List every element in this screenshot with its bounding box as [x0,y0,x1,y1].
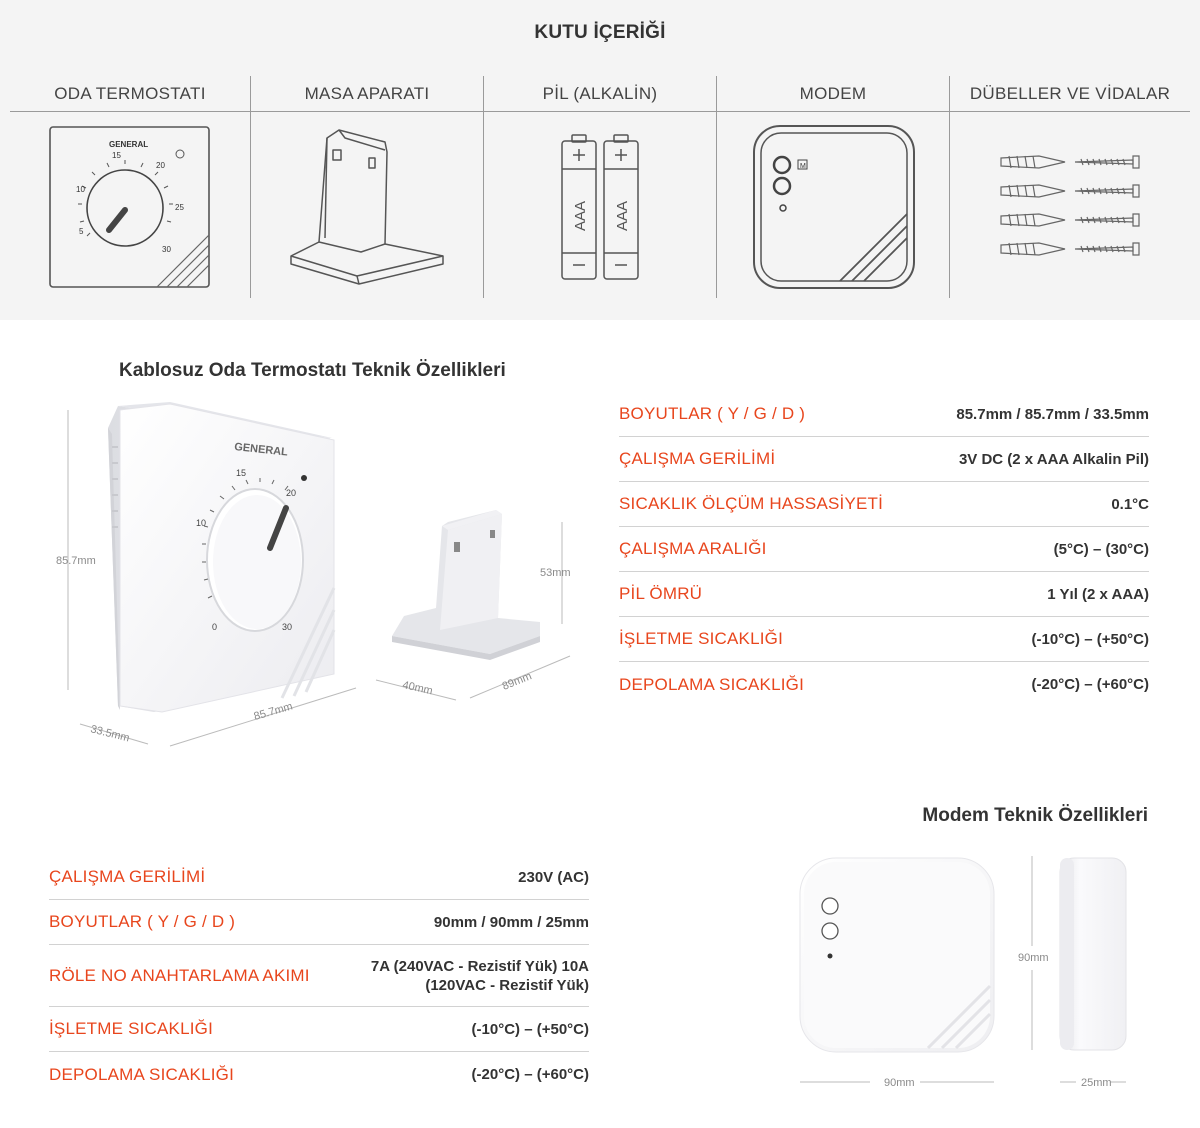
svg-text:5: 5 [79,227,84,236]
box-item-label: ODA TERMOSTATI [54,84,206,103]
svg-text:15: 15 [236,468,247,478]
spec-row [619,482,1149,527]
thermostat-outline-icon [49,126,210,289]
spec-row [49,855,589,900]
box-item-label: DÜBELLER VE VİDALAR [969,84,1171,103]
spec-value: 3V DC (2 x AAA Alkalin Pil) [958,450,1149,468]
thermostat-dimension-illustration [50,398,580,753]
box-item-label: MODEM [799,84,867,103]
svg-text:33.5mm: 33.5mm [89,723,131,745]
modem-spec-table [49,855,589,1097]
svg-text:0: 0 [212,622,218,632]
divider [484,111,716,112]
box-item-label: MASA APARATI [304,84,430,103]
svg-text:53mm: 53mm [540,567,571,579]
spec-row [619,572,1149,617]
spec-label: ÇALIŞMA GERİLİMİ [619,449,776,468]
spec-value: 85.7mm / 85.7mm / 33.5mm [956,405,1149,423]
modem-outline-icon [752,124,916,290]
svg-text:GENERAL: GENERAL [109,140,149,149]
svg-text:10: 10 [196,518,207,528]
spec-label: RÖLE NO ANAHTARLAMA AKIMI [49,965,310,985]
svg-text:90mm: 90mm [1018,952,1049,964]
svg-text:M: M [800,163,806,170]
svg-text:89mm: 89mm [500,670,534,693]
divider [950,111,1190,112]
spec-row [619,662,1149,707]
spec-label: BOYUTLAR ( Y / G / D ) [619,404,806,423]
svg-text:90mm: 90mm [884,1077,915,1089]
spec-value: (5°C) – (30°C) [1053,540,1149,558]
spec-label: ÇALIŞMA ARALIĞI [619,539,767,558]
box-item-modem [716,76,949,298]
spec-value-line: 7A (240VAC - Rezistif Yük) 10A [370,957,589,975]
spec-row [49,945,589,1007]
spec-value: (-20°C) – (+60°C) [1031,676,1149,693]
spec-value: 1 Yıl (2 x AAA) [1047,585,1149,603]
desk-stand-icon [287,128,447,288]
spec-value: (-20°C) – (+60°C) [471,1066,589,1083]
thermostat-specs-title: Kablosuz Oda Termostatı Teknik Özellikleri [119,360,506,381]
spec-row [619,617,1149,662]
box-item-thermostat [10,76,250,298]
svg-text:20: 20 [286,488,297,498]
modem-specs-title: Modem Teknik Özellikleri [922,805,1148,826]
spec-value-line: (120VAC - Rezistif Yük) [425,976,589,994]
box-contents-title: KUTU İÇERİĞİ [534,22,666,43]
svg-text:85.7mm: 85.7mm [252,700,295,723]
svg-text:GENERAL: GENERAL [233,441,289,459]
spec-label: ÇALIŞMA GERİLİMİ [49,867,206,886]
divider [717,111,949,112]
box-item-dowels-screws [949,76,1190,298]
spec-row [49,900,589,945]
thermostat-spec-table [619,392,1149,707]
svg-text:10: 10 [76,185,85,194]
svg-text:AAA: AAA [572,200,589,231]
battery-icon [560,133,642,281]
box-contents-section [0,0,1200,320]
spec-row [619,437,1149,482]
spec-label: SICAKLIK ÖLÇÜM HASSASİYETİ [619,494,884,513]
svg-text:25mm: 25mm [1081,1077,1112,1089]
spec-label: İŞLETME SICAKLIĞI [619,629,784,648]
divider [251,111,483,112]
svg-text:25: 25 [175,203,184,212]
spec-value: 0.1°C [1111,495,1149,513]
spec-row [619,392,1149,437]
svg-text:85.7mm: 85.7mm [56,555,96,567]
spec-label: DEPOLAMA SICAKLIĞI [49,1064,234,1084]
spec-value: 90mm / 90mm / 25mm [433,913,589,931]
box-item-label: PİL (ALKALİN) [542,84,658,103]
modem-dimension-illustration [790,848,1140,1098]
svg-text:AAA: AAA [614,200,631,231]
spec-label: BOYUTLAR ( Y / G / D ) [49,912,236,931]
spec-label: PİL ÖMRÜ [619,584,703,603]
spec-value [371,957,589,995]
svg-text:30: 30 [162,245,171,254]
spec-row [49,1007,589,1052]
svg-text:30: 30 [282,622,293,632]
spec-value: (-10°C) – (+50°C) [471,1020,589,1038]
spec-value: (-10°C) – (+50°C) [1031,630,1149,648]
spec-row [49,1052,589,1097]
box-item-batteries [483,76,716,298]
spec-label: İŞLETME SICAKLIĞI [49,1019,214,1038]
svg-text:20: 20 [156,161,165,170]
dowels-screws-icon [999,150,1147,270]
spec-value: 230V (AC) [518,868,589,886]
svg-text:15: 15 [112,151,121,160]
divider [10,111,250,112]
spec-label: DEPOLAMA SICAKLIĞI [619,674,804,694]
spec-row [619,527,1149,572]
box-item-stand [250,76,483,298]
box-contents-row [10,76,1190,298]
svg-text:40mm: 40mm [401,679,434,698]
